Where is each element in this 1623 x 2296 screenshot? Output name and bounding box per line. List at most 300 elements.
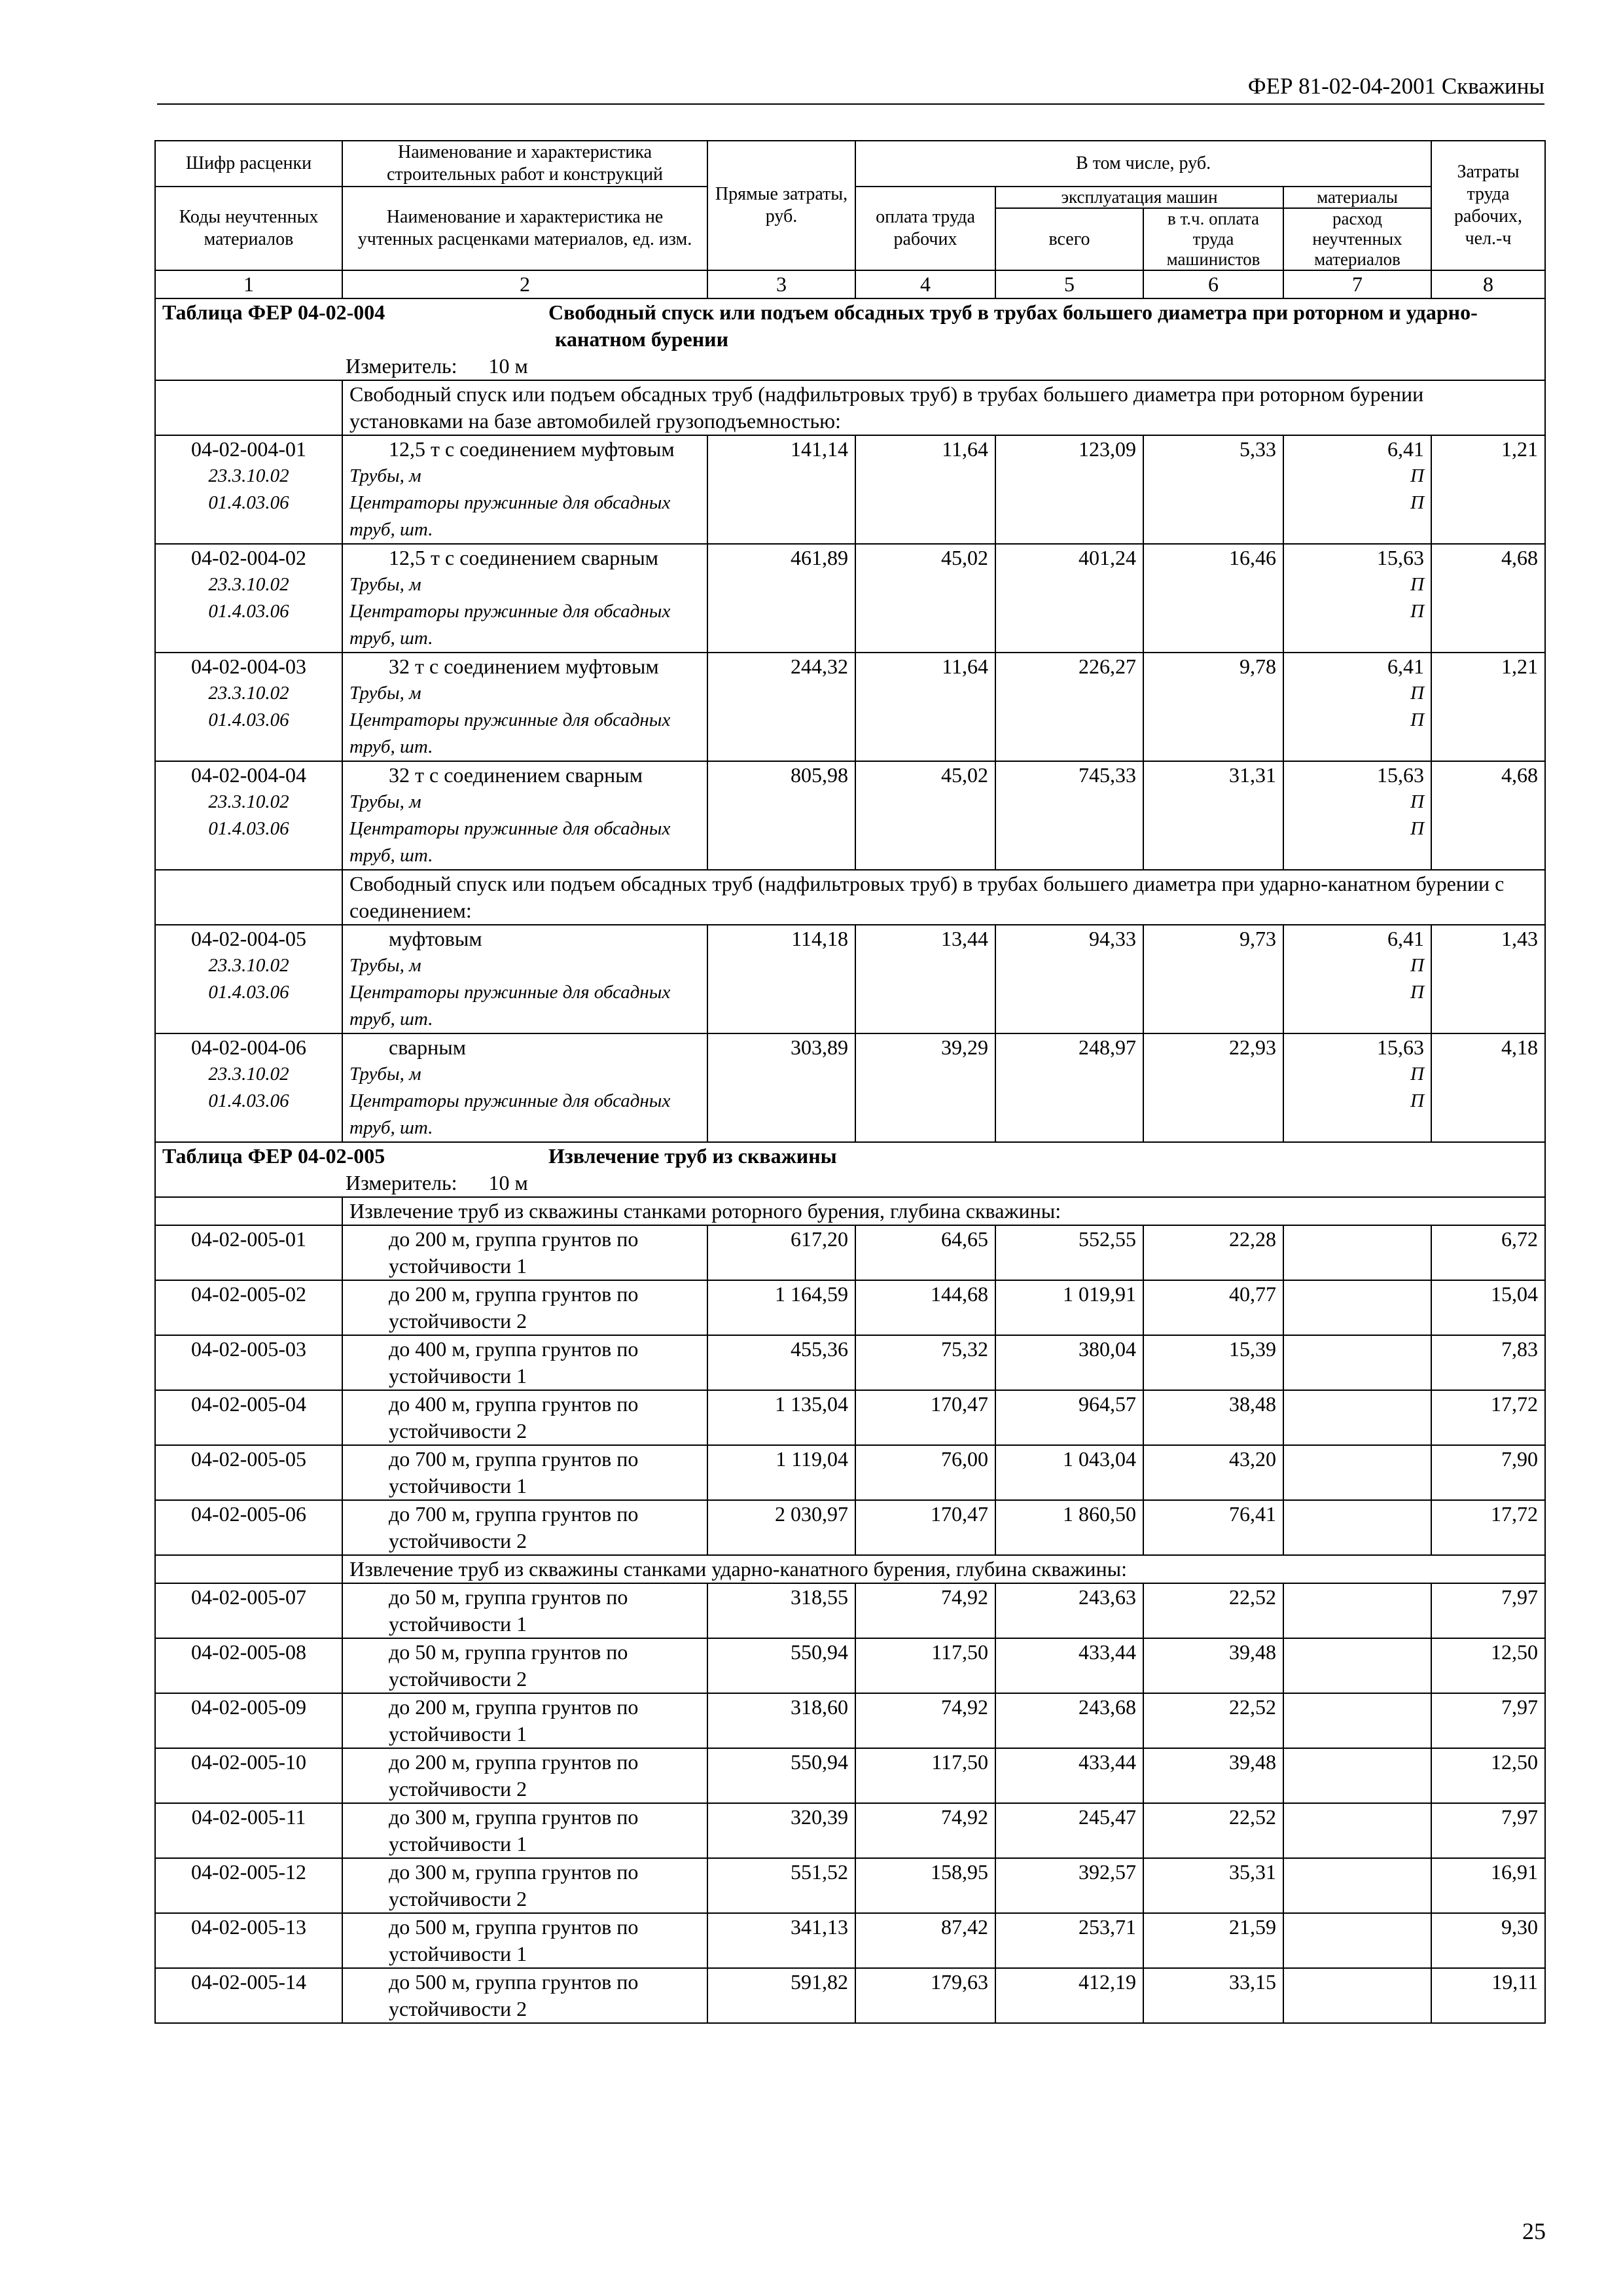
rate-code: 04-02-004-03 bbox=[191, 655, 306, 678]
rate-name-cell bbox=[342, 1803, 707, 1858]
labor: 4,18 bbox=[1431, 1033, 1545, 1142]
materials-cell bbox=[1283, 1638, 1431, 1693]
rate-code: 04-02-005-11 bbox=[191, 1805, 306, 1829]
column-number: 2 bbox=[342, 270, 707, 298]
material-mark: П bbox=[1410, 683, 1425, 704]
rate-code-cell bbox=[155, 544, 342, 653]
direct-cost: 341,13 bbox=[707, 1913, 855, 1968]
header-wages: оплата труда рабочих bbox=[855, 187, 995, 270]
material-mark: П bbox=[1410, 982, 1425, 1003]
labor: 16,91 bbox=[1431, 1858, 1545, 1913]
rate-name-cell bbox=[342, 1225, 707, 1280]
rate-name: 12,5 т с соединением сварным bbox=[389, 546, 658, 569]
material-name: Трубы, м bbox=[349, 465, 421, 486]
materials-value: 6,41 bbox=[1387, 927, 1425, 950]
rate-code-cell bbox=[155, 1280, 342, 1335]
rate-code-cell bbox=[155, 761, 342, 870]
material-code: 01.4.03.06 bbox=[208, 709, 289, 730]
table-row bbox=[155, 653, 1545, 761]
wages: 158,95 bbox=[855, 1858, 995, 1913]
rate-code-cell bbox=[155, 1968, 342, 2023]
rate-code: 04-02-005-14 bbox=[191, 1970, 306, 1994]
column-number: 6 bbox=[1143, 270, 1283, 298]
labor: 1,21 bbox=[1431, 435, 1545, 544]
wages: 76,00 bbox=[855, 1445, 995, 1500]
rate-code-cell bbox=[155, 435, 342, 544]
rate-name: до 200 м, группа грунтов по устойчивости 1 bbox=[389, 1227, 639, 1278]
header-machines: эксплуатация машин bbox=[995, 187, 1283, 208]
table-title-wrap bbox=[162, 1143, 1538, 1170]
machines-wages: 22,52 bbox=[1143, 1583, 1283, 1638]
rate-code: 04-02-005-12 bbox=[191, 1860, 306, 1884]
rate-name: до 700 м, группа грунтов по устойчивости 1 bbox=[389, 1447, 639, 1498]
rate-code: 04-02-004-04 bbox=[191, 763, 306, 787]
table-row bbox=[155, 1225, 1545, 1280]
labor: 7,90 bbox=[1431, 1445, 1545, 1500]
rate-name: муфтовым bbox=[389, 927, 482, 950]
rate-name-cell bbox=[342, 1280, 707, 1335]
material-name: Центраторы пружинные для обсадных труб, шт. bbox=[349, 709, 671, 757]
machines-wages: 22,28 bbox=[1143, 1225, 1283, 1280]
materials-cell bbox=[1283, 1858, 1431, 1913]
materials-cell bbox=[1283, 1968, 1431, 2023]
materials-cell bbox=[1283, 1583, 1431, 1638]
labor: 12,50 bbox=[1431, 1638, 1545, 1693]
machines-wages: 22,93 bbox=[1143, 1033, 1283, 1142]
materials-value: 15,63 bbox=[1377, 1035, 1425, 1059]
table-row bbox=[155, 1693, 1545, 1748]
running-header: ФЕР 81-02-04-2001 Скважины bbox=[157, 73, 1544, 105]
rate-code: 04-02-005-07 bbox=[191, 1585, 306, 1609]
machines-wages: 39,48 bbox=[1143, 1748, 1283, 1803]
machines-wages: 16,46 bbox=[1143, 544, 1283, 653]
materials-value: 6,41 bbox=[1387, 655, 1425, 678]
material-code: 23.3.10.02 bbox=[208, 465, 289, 486]
header-incl: В том числе, руб. bbox=[855, 141, 1431, 187]
meter-label: Измеритель: bbox=[346, 1171, 457, 1194]
table-row bbox=[155, 1335, 1545, 1390]
machines-total: 243,68 bbox=[995, 1693, 1143, 1748]
table-title-id: Таблица ФЕР 04-02-005 bbox=[162, 1144, 385, 1168]
direct-cost: 1 119,04 bbox=[707, 1445, 855, 1500]
table-row bbox=[155, 1500, 1545, 1555]
material-name: Центраторы пружинные для обсадных труб, шт. bbox=[349, 601, 671, 649]
direct-cost: 318,55 bbox=[707, 1583, 855, 1638]
direct-cost: 244,32 bbox=[707, 653, 855, 761]
rate-code-cell bbox=[155, 1335, 342, 1390]
material-code: 23.3.10.02 bbox=[208, 955, 289, 976]
direct-cost: 1 135,04 bbox=[707, 1390, 855, 1445]
rate-code: 04-02-005-05 bbox=[191, 1447, 306, 1471]
table-title bbox=[155, 1142, 1545, 1170]
table-row bbox=[155, 1583, 1545, 1638]
rate-code-cell bbox=[155, 1225, 342, 1280]
direct-cost: 303,89 bbox=[707, 1033, 855, 1142]
section-description: Извлечение труб из скважины станками ударно-канатного бурения, глубина скважины: bbox=[342, 1555, 1545, 1583]
material-name: Центраторы пружинные для обсадных труб, шт. bbox=[349, 1090, 671, 1138]
rate-name: до 300 м, группа грунтов по устойчивости 2 bbox=[389, 1860, 639, 1910]
materials-cell bbox=[1283, 1748, 1431, 1803]
machines-total: 745,33 bbox=[995, 761, 1143, 870]
material-mark: П bbox=[1410, 492, 1425, 513]
rate-name: до 200 м, группа грунтов по устойчивости 2 bbox=[389, 1282, 639, 1333]
table-row bbox=[155, 1445, 1545, 1500]
rate-name-cell bbox=[342, 1033, 707, 1142]
table-title-wrap bbox=[162, 299, 1538, 353]
column-number: 1 bbox=[155, 270, 342, 298]
material-code: 23.3.10.02 bbox=[208, 574, 289, 595]
rate-name: до 50 м, группа грунтов по устойчивости 2 bbox=[389, 1640, 628, 1691]
rate-name-cell bbox=[342, 1500, 707, 1555]
header-machines-total: всего bbox=[995, 208, 1143, 270]
materials-cell bbox=[1283, 435, 1431, 544]
labor: 7,83 bbox=[1431, 1335, 1545, 1390]
machines-wages: 5,33 bbox=[1143, 435, 1283, 544]
machines-total: 401,24 bbox=[995, 544, 1143, 653]
materials-cell bbox=[1283, 1693, 1431, 1748]
rate-code-cell bbox=[155, 1858, 342, 1913]
labor: 7,97 bbox=[1431, 1803, 1545, 1858]
direct-cost: 320,39 bbox=[707, 1803, 855, 1858]
rate-name-cell bbox=[342, 925, 707, 1033]
table-row bbox=[155, 1913, 1545, 1968]
rate-code-cell bbox=[155, 1913, 342, 1968]
rate-code-cell bbox=[155, 1638, 342, 1693]
wages: 144,68 bbox=[855, 1280, 995, 1335]
machines-wages: 76,41 bbox=[1143, 1500, 1283, 1555]
table-title-name: Свободный спуск или подъем обсадных труб в трубах большего диаметра при роторном и ударно-канатном бурении bbox=[548, 300, 1478, 351]
material-code: 23.3.10.02 bbox=[208, 1064, 289, 1085]
material-name: Центраторы пружинные для обсадных труб, шт. bbox=[349, 982, 671, 1030]
labor: 17,72 bbox=[1431, 1500, 1545, 1555]
material-code: 01.4.03.06 bbox=[208, 818, 289, 839]
rate-name: до 300 м, группа грунтов по устойчивости 1 bbox=[389, 1805, 639, 1856]
table-row bbox=[155, 1803, 1545, 1858]
rate-name: до 200 м, группа грунтов по устойчивости 1 bbox=[389, 1695, 639, 1746]
machines-wages: 40,77 bbox=[1143, 1280, 1283, 1335]
rate-code: 04-02-004-06 bbox=[191, 1035, 306, 1059]
machines-wages: 31,31 bbox=[1143, 761, 1283, 870]
section-blank-cell bbox=[155, 1555, 342, 1583]
direct-cost: 141,14 bbox=[707, 435, 855, 544]
machines-total: 433,44 bbox=[995, 1748, 1143, 1803]
table-title-name: Извлечение труб из скважины bbox=[548, 1144, 837, 1168]
machines-wages: 33,15 bbox=[1143, 1968, 1283, 2023]
machines-total: 1 860,50 bbox=[995, 1500, 1143, 1555]
wages: 117,50 bbox=[855, 1638, 995, 1693]
column-number: 5 bbox=[995, 270, 1143, 298]
wages: 179,63 bbox=[855, 1968, 995, 2023]
materials-cell bbox=[1283, 1225, 1431, 1280]
material-name: Центраторы пружинные для обсадных труб, шт. bbox=[349, 492, 671, 540]
table-title-row bbox=[155, 298, 1545, 353]
section-row bbox=[155, 870, 1545, 925]
machines-wages: 43,20 bbox=[1143, 1445, 1283, 1500]
rate-name-cell bbox=[342, 1390, 707, 1445]
wages: 45,02 bbox=[855, 761, 995, 870]
materials-cell bbox=[1283, 1390, 1431, 1445]
materials-cell bbox=[1283, 1445, 1431, 1500]
material-mark: П bbox=[1410, 601, 1425, 622]
rate-name: до 700 м, группа грунтов по устойчивости 2 bbox=[389, 1502, 639, 1552]
header-row-1 bbox=[155, 141, 1545, 187]
labor: 1,21 bbox=[1431, 653, 1545, 761]
machines-total: 123,09 bbox=[995, 435, 1143, 544]
rates-table bbox=[154, 140, 1546, 2024]
direct-cost: 318,60 bbox=[707, 1693, 855, 1748]
table-row bbox=[155, 1280, 1545, 1335]
rate-name-cell bbox=[342, 1638, 707, 1693]
machines-wages: 9,78 bbox=[1143, 653, 1283, 761]
rate-code: 04-02-005-13 bbox=[191, 1915, 306, 1939]
rate-code: 04-02-005-10 bbox=[191, 1750, 306, 1774]
rate-code-cell bbox=[155, 1445, 342, 1500]
rate-name: до 400 м, группа грунтов по устойчивости 1 bbox=[389, 1337, 639, 1388]
section-row bbox=[155, 1197, 1545, 1225]
rate-code: 04-02-004-02 bbox=[191, 546, 306, 569]
section-blank-cell bbox=[155, 1197, 342, 1225]
material-name: Трубы, м bbox=[349, 574, 421, 595]
labor: 12,50 bbox=[1431, 1748, 1545, 1803]
material-mark: П bbox=[1410, 791, 1425, 812]
materials-value: 15,63 bbox=[1377, 763, 1425, 787]
rate-name: 32 т с соединением сварным bbox=[389, 763, 643, 787]
material-name: Центраторы пружинные для обсадных труб, шт. bbox=[349, 818, 671, 866]
machines-total: 94,33 bbox=[995, 925, 1143, 1033]
section-blank-cell bbox=[155, 380, 342, 435]
machines-total: 552,55 bbox=[995, 1225, 1143, 1280]
rate-code: 04-02-005-02 bbox=[191, 1282, 306, 1306]
wages: 117,50 bbox=[855, 1748, 995, 1803]
material-mark: П bbox=[1410, 574, 1425, 595]
header-code-top: Шифр расценки bbox=[155, 141, 342, 187]
rate-name-cell bbox=[342, 544, 707, 653]
header-direct: Прямые затраты, руб. bbox=[707, 141, 855, 270]
table-title-id: Таблица ФЕР 04-02-004 bbox=[162, 300, 385, 324]
table-row bbox=[155, 435, 1545, 544]
material-code: 23.3.10.02 bbox=[208, 791, 289, 812]
column-number: 7 bbox=[1283, 270, 1431, 298]
rate-name-cell bbox=[342, 761, 707, 870]
page-number: 25 bbox=[1522, 2218, 1546, 2244]
header-materials: материалы bbox=[1283, 187, 1431, 208]
rate-code-cell bbox=[155, 1748, 342, 1803]
materials-cell bbox=[1283, 1335, 1431, 1390]
material-mark: П bbox=[1410, 709, 1425, 730]
material-mark: П bbox=[1410, 818, 1425, 839]
material-mark: П bbox=[1410, 465, 1425, 486]
wages: 74,92 bbox=[855, 1803, 995, 1858]
labor: 7,97 bbox=[1431, 1583, 1545, 1638]
section-row bbox=[155, 380, 1545, 435]
wages: 13,44 bbox=[855, 925, 995, 1033]
labor: 1,43 bbox=[1431, 925, 1545, 1033]
table-row bbox=[155, 925, 1545, 1033]
material-code: 01.4.03.06 bbox=[208, 601, 289, 622]
rate-code-cell bbox=[155, 1500, 342, 1555]
labor: 4,68 bbox=[1431, 544, 1545, 653]
wages: 170,47 bbox=[855, 1390, 995, 1445]
direct-cost: 1 164,59 bbox=[707, 1280, 855, 1335]
wages: 74,92 bbox=[855, 1693, 995, 1748]
labor: 9,30 bbox=[1431, 1913, 1545, 1968]
material-mark: П bbox=[1410, 1064, 1425, 1085]
machines-total: 1 019,91 bbox=[995, 1280, 1143, 1335]
materials-cell bbox=[1283, 761, 1431, 870]
material-mark: П bbox=[1410, 1090, 1425, 1111]
machines-wages: 39,48 bbox=[1143, 1638, 1283, 1693]
rate-code-cell bbox=[155, 1583, 342, 1638]
direct-cost: 591,82 bbox=[707, 1968, 855, 2023]
direct-cost: 461,89 bbox=[707, 544, 855, 653]
wages: 45,02 bbox=[855, 544, 995, 653]
meter-unit: 10 м bbox=[488, 354, 528, 378]
meter bbox=[155, 353, 1545, 380]
rate-code-cell bbox=[155, 653, 342, 761]
machines-wages: 15,39 bbox=[1143, 1335, 1283, 1390]
header-materials-sub: расход неучтенных материалов bbox=[1283, 208, 1431, 270]
direct-cost: 617,20 bbox=[707, 1225, 855, 1280]
rate-name-cell bbox=[342, 1968, 707, 2023]
header-name-top: Наименование и характеристика строительных работ и конструкций bbox=[342, 141, 707, 187]
machines-total: 243,63 bbox=[995, 1583, 1143, 1638]
machines-total: 245,47 bbox=[995, 1803, 1143, 1858]
machines-wages: 22,52 bbox=[1143, 1693, 1283, 1748]
rate-code: 04-02-005-04 bbox=[191, 1392, 306, 1416]
header-machines-wages: в т.ч. оплата труда машинистов bbox=[1143, 208, 1283, 270]
rate-name-cell bbox=[342, 1335, 707, 1390]
machines-total: 964,57 bbox=[995, 1390, 1143, 1445]
machines-wages: 9,73 bbox=[1143, 925, 1283, 1033]
wages: 74,92 bbox=[855, 1583, 995, 1638]
table-row bbox=[155, 1638, 1545, 1693]
materials-cell bbox=[1283, 544, 1431, 653]
rate-name: до 50 м, группа грунтов по устойчивости 1 bbox=[389, 1585, 628, 1636]
machines-wages: 21,59 bbox=[1143, 1913, 1283, 1968]
rate-code-cell bbox=[155, 1033, 342, 1142]
direct-cost: 551,52 bbox=[707, 1858, 855, 1913]
rate-name: до 500 м, группа грунтов по устойчивости 2 bbox=[389, 1970, 639, 2020]
section-description: Извлечение труб из скважины станками роторного бурения, глубина скважины: bbox=[342, 1197, 1545, 1225]
labor: 6,72 bbox=[1431, 1225, 1545, 1280]
rate-name: до 200 м, группа грунтов по устойчивости 2 bbox=[389, 1750, 639, 1801]
rate-name-cell bbox=[342, 1583, 707, 1638]
table-row bbox=[155, 544, 1545, 653]
rate-name-cell bbox=[342, 1913, 707, 1968]
rate-name: до 400 м, группа грунтов по устойчивости 2 bbox=[389, 1392, 639, 1443]
rate-name-cell bbox=[342, 1693, 707, 1748]
materials-cell bbox=[1283, 1803, 1431, 1858]
direct-cost: 805,98 bbox=[707, 761, 855, 870]
rate-code: 04-02-004-01 bbox=[191, 437, 306, 461]
table-row bbox=[155, 1033, 1545, 1142]
machines-total: 433,44 bbox=[995, 1638, 1143, 1693]
wages: 39,29 bbox=[855, 1033, 995, 1142]
wages: 11,64 bbox=[855, 435, 995, 544]
meter-label: Измеритель: bbox=[346, 354, 457, 378]
rate-code: 04-02-005-09 bbox=[191, 1695, 306, 1719]
direct-cost: 550,94 bbox=[707, 1748, 855, 1803]
rate-name-cell bbox=[342, 1748, 707, 1803]
wages: 170,47 bbox=[855, 1500, 995, 1555]
rate-name: 12,5 т с соединением муфтовым bbox=[389, 437, 675, 461]
materials-value: 6,41 bbox=[1387, 437, 1425, 461]
machines-total: 248,97 bbox=[995, 1033, 1143, 1142]
rate-code: 04-02-005-06 bbox=[191, 1502, 306, 1526]
header-labor: Затраты труда рабочих, чел.-ч bbox=[1431, 141, 1545, 270]
machines-total: 253,71 bbox=[995, 1913, 1143, 1968]
meter-row bbox=[155, 353, 1545, 380]
wages: 64,65 bbox=[855, 1225, 995, 1280]
rate-name-cell bbox=[342, 1445, 707, 1500]
column-number: 4 bbox=[855, 270, 995, 298]
rate-code: 04-02-004-05 bbox=[191, 927, 306, 950]
rate-code-cell bbox=[155, 1390, 342, 1445]
materials-cell bbox=[1283, 653, 1431, 761]
labor: 19,11 bbox=[1431, 1968, 1545, 2023]
rate-code: 04-02-005-08 bbox=[191, 1640, 306, 1664]
header-name-bottom: Наименование и характеристика не учтенных расценками материалов, ед. изм. bbox=[342, 187, 707, 270]
machines-total: 380,04 bbox=[995, 1335, 1143, 1390]
rate-code: 04-02-005-01 bbox=[191, 1227, 306, 1251]
machines-total: 412,19 bbox=[995, 1968, 1143, 2023]
material-name: Трубы, м bbox=[349, 1064, 421, 1085]
materials-cell bbox=[1283, 1500, 1431, 1555]
labor: 15,04 bbox=[1431, 1280, 1545, 1335]
direct-cost: 2 030,97 bbox=[707, 1500, 855, 1555]
rate-code: 04-02-005-03 bbox=[191, 1337, 306, 1361]
rate-name-cell bbox=[342, 435, 707, 544]
material-name: Трубы, м bbox=[349, 683, 421, 704]
wages: 75,32 bbox=[855, 1335, 995, 1390]
wages: 11,64 bbox=[855, 653, 995, 761]
column-number-row bbox=[155, 270, 1545, 298]
materials-cell bbox=[1283, 1033, 1431, 1142]
table-row bbox=[155, 1858, 1545, 1913]
section-row bbox=[155, 1555, 1545, 1583]
rate-name: до 500 м, группа грунтов по устойчивости 1 bbox=[389, 1915, 639, 1965]
labor: 17,72 bbox=[1431, 1390, 1545, 1445]
column-number: 8 bbox=[1431, 270, 1545, 298]
machines-wages: 35,31 bbox=[1143, 1858, 1283, 1913]
table-row bbox=[155, 1390, 1545, 1445]
direct-cost: 114,18 bbox=[707, 925, 855, 1033]
rate-name: сварным bbox=[389, 1035, 466, 1059]
meter bbox=[155, 1170, 1545, 1197]
header-code-bottom: Коды неучтенных материалов bbox=[155, 187, 342, 270]
material-mark: П bbox=[1410, 955, 1425, 976]
column-number: 3 bbox=[707, 270, 855, 298]
meter-unit: 10 м bbox=[488, 1171, 528, 1194]
section-description: Свободный спуск или подъем обсадных труб (надфильтровых труб) в трубах большего диаметра при ударно-канатном бурении с соединением: bbox=[342, 870, 1545, 925]
direct-cost: 455,36 bbox=[707, 1335, 855, 1390]
labor: 7,97 bbox=[1431, 1693, 1545, 1748]
table-row bbox=[155, 1748, 1545, 1803]
machines-wages: 38,48 bbox=[1143, 1390, 1283, 1445]
table-row bbox=[155, 1968, 1545, 2023]
rate-code-cell bbox=[155, 925, 342, 1033]
rate-name-cell bbox=[342, 653, 707, 761]
rate-code-cell bbox=[155, 1803, 342, 1858]
direct-cost: 550,94 bbox=[707, 1638, 855, 1693]
materials-cell bbox=[1283, 1913, 1431, 1968]
wages: 87,42 bbox=[855, 1913, 995, 1968]
table-row bbox=[155, 761, 1545, 870]
material-name: Трубы, м bbox=[349, 791, 421, 812]
rate-code-cell bbox=[155, 1693, 342, 1748]
machines-wages: 22,52 bbox=[1143, 1803, 1283, 1858]
table-title-row bbox=[155, 1142, 1545, 1170]
